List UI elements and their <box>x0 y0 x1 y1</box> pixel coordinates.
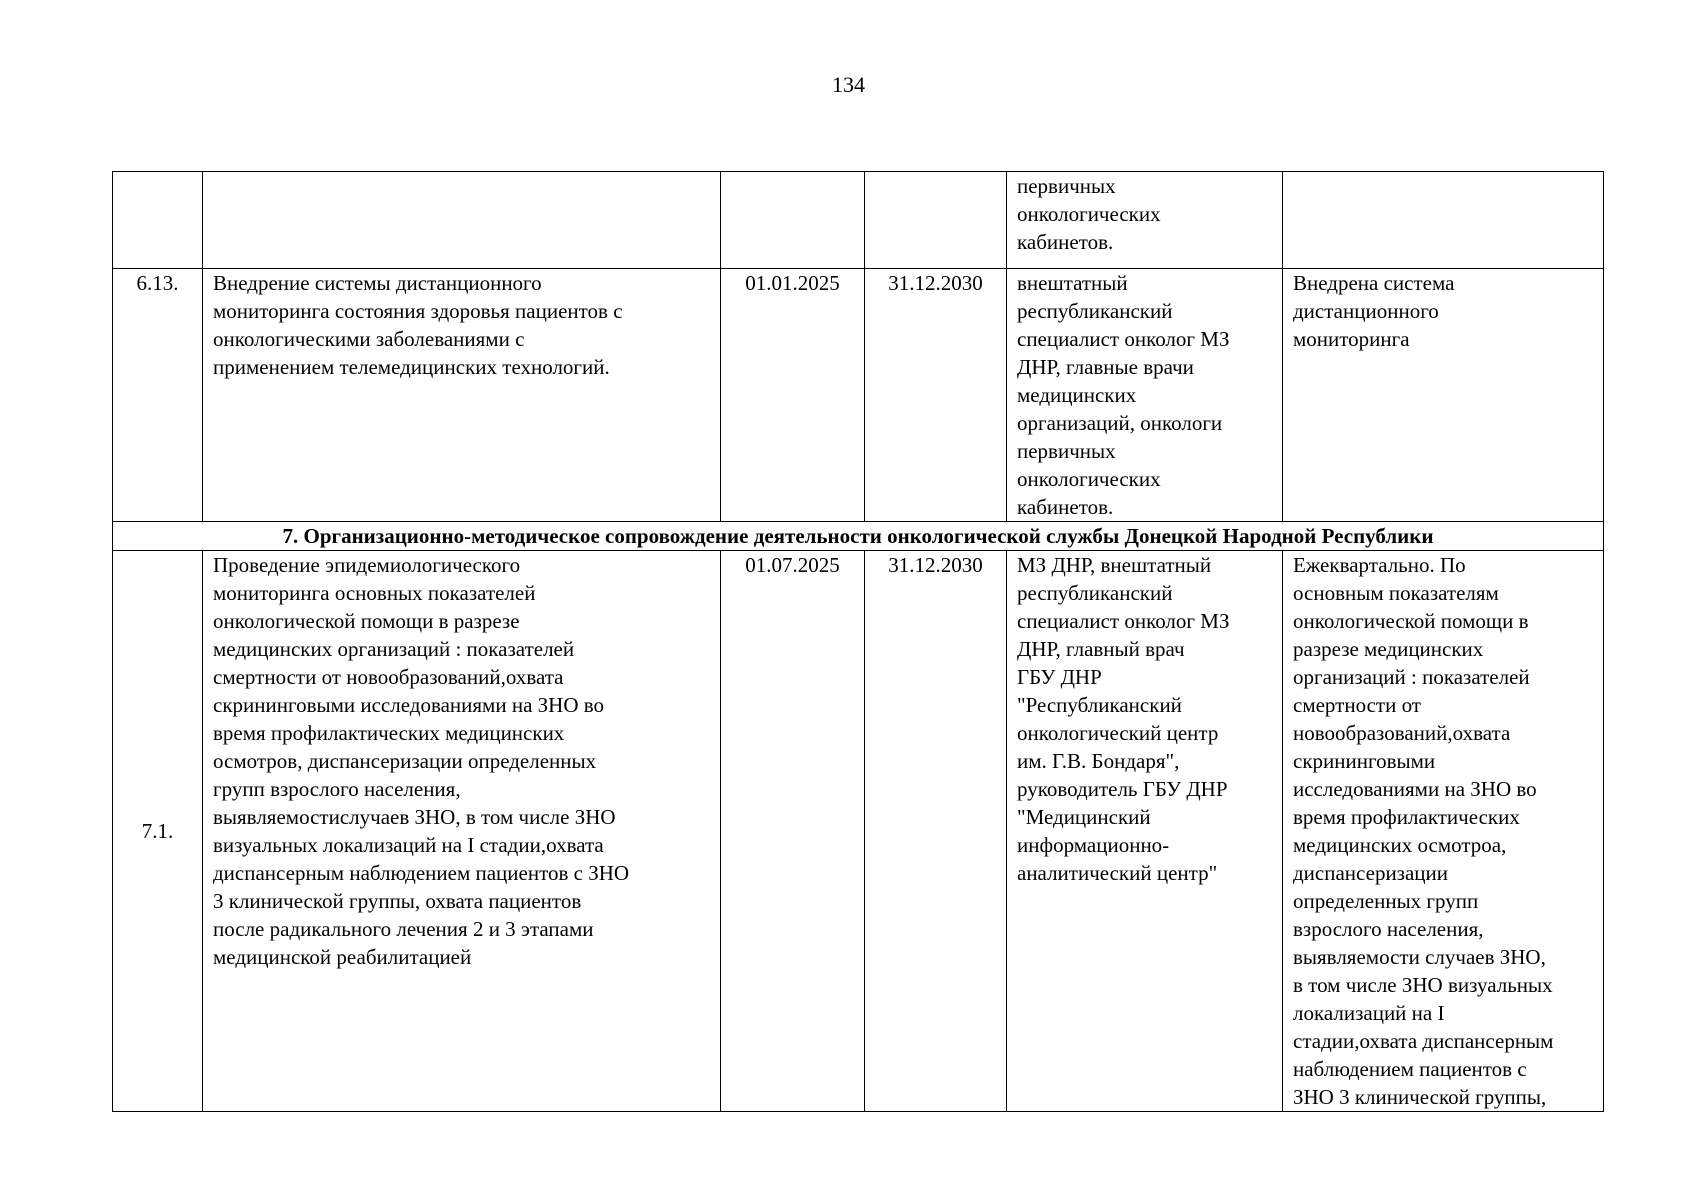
cell-start-date: 01.01.2025 <box>721 269 865 522</box>
cell-responsible <box>1007 551 1283 1112</box>
text-line: 3 клинической группы, охвата пациентов <box>213 889 582 913</box>
text-line: время профилактических медицинских <box>213 721 565 745</box>
page-number: 134 <box>832 72 865 97</box>
text-line: ЗНО 3 клинической группы, <box>1293 1085 1547 1109</box>
text-line: медицинских организаций : показателей <box>213 637 575 661</box>
text-line: специалист онколог МЗ <box>1017 609 1230 633</box>
text-line: первичных <box>1017 439 1116 463</box>
text-line: диспансеризации <box>1293 861 1449 885</box>
text-line: специалист онколог МЗ <box>1017 327 1230 351</box>
text-line: организаций, онкологи <box>1017 411 1223 435</box>
cell-activity <box>203 551 721 1112</box>
text-line: мониторинга <box>1293 327 1410 351</box>
section-heading: 7. Организационно-методическое сопровождение деятельности онкологической службы Донецкой Народной Республики <box>113 522 1604 551</box>
cell-result <box>1283 551 1604 1112</box>
text-line: организаций : показателей <box>1293 665 1530 689</box>
text-line: онкологическими заболеваниями с <box>213 327 525 351</box>
text-line: новообразований,охвата <box>1293 721 1511 745</box>
text-line: МЗ ДНР, внештатный <box>1017 553 1212 577</box>
text-line: ДНР, главный врач <box>1017 637 1185 661</box>
text-line: взрослого населения, <box>1293 917 1484 941</box>
text-line: локализаций на I <box>1293 1001 1445 1025</box>
cell-start-date: 01.07.2025 <box>721 551 865 1112</box>
text-line: смертности от новообразований,охвата <box>213 665 564 689</box>
text-line: визуальных локализаций на I стадии,охвата <box>213 833 604 857</box>
cell-activity <box>203 172 721 269</box>
text-line: онкологических <box>1017 467 1161 491</box>
text-line: медицинских осмотроа, <box>1293 833 1507 857</box>
text-line: мониторинга основных показателей <box>213 581 536 605</box>
text-line: онкологической помощи в <box>1293 609 1529 633</box>
text-line: Ежеквартально. По <box>1293 553 1466 577</box>
text-line: руководитель ГБУ ДНР <box>1017 777 1228 801</box>
text-line: кабинетов. <box>1017 230 1114 254</box>
cell-result <box>1283 172 1604 269</box>
text-line: республиканский <box>1017 581 1173 605</box>
text-line: медицинской реабилитацией <box>213 945 472 969</box>
cell-end-date <box>865 172 1007 269</box>
cell-num <box>113 172 203 269</box>
text-line: скрининговыми <box>1293 749 1436 773</box>
cell-responsible <box>1007 269 1283 522</box>
text-line: кабинетов. <box>1017 495 1114 519</box>
table-row-continuation <box>113 172 1604 269</box>
text-line: в том числе ЗНО визуальных <box>1293 973 1553 997</box>
text-line: информационно- <box>1017 833 1170 857</box>
text-line: разрезе медицинских <box>1293 637 1484 661</box>
text-line: стадии,охвата диспансерным <box>1293 1029 1554 1053</box>
text-line: медицинских <box>1017 383 1137 407</box>
cell-end-date: 31.12.2030 <box>865 269 1007 522</box>
text-line: время профилактических <box>1293 805 1520 829</box>
text-line: осмотров, диспансеризации определенных <box>213 749 597 773</box>
text-line: "Медицинский <box>1017 805 1151 829</box>
text-line: выявляемостислучаев ЗНО, в том числе ЗНО <box>213 805 616 829</box>
text-line: "Республиканский <box>1017 693 1182 717</box>
text-line: скрининговыми исследованиями на ЗНО во <box>213 693 605 717</box>
text-line: внештатный <box>1017 271 1128 295</box>
cell-num: 7.1. <box>113 551 203 1112</box>
text-line: ДНР, главные врачи <box>1017 355 1194 379</box>
text-line: определенных групп <box>1293 889 1479 913</box>
table-row-section-7 <box>113 522 1604 551</box>
text-line: смертности от <box>1293 693 1421 717</box>
text-line: Проведение эпидемиологического <box>213 553 521 577</box>
text-line: онкологических <box>1017 202 1161 226</box>
text-line: применением телемедицинских технологий. <box>213 355 610 379</box>
text-line: групп взрослого населения, <box>213 777 461 801</box>
text-line: после радикального лечения 2 и 3 этапами <box>213 917 594 941</box>
table-row-7-1 <box>113 551 1604 1112</box>
text-line: Внедрена система <box>1293 271 1455 295</box>
text-line: ГБУ ДНР <box>1017 665 1102 689</box>
text-line: первичных <box>1017 174 1116 198</box>
cell-result <box>1283 269 1604 522</box>
cell-responsible <box>1007 172 1283 269</box>
plan-table <box>112 171 1604 1112</box>
table-row-6-13 <box>113 269 1604 522</box>
text-line: онкологический центр <box>1017 721 1219 745</box>
cell-num: 6.13. <box>113 269 203 522</box>
text-line: Внедрение системы дистанционного <box>213 271 542 295</box>
text-line: аналитический центр" <box>1017 861 1218 885</box>
text-line: дистанционного <box>1293 299 1439 323</box>
cell-end-date: 31.12.2030 <box>865 551 1007 1112</box>
cell-activity <box>203 269 721 522</box>
text-line: наблюдением пациентов с <box>1293 1057 1527 1081</box>
text-line: им. Г.В. Бондаря", <box>1017 749 1180 773</box>
cell-start-date <box>721 172 865 269</box>
text-line: мониторинга состояния здоровья пациентов с <box>213 299 623 323</box>
text-line: диспансерным наблюдением пациентов с ЗНО <box>213 861 630 885</box>
text-line: основным показателям <box>1293 581 1499 605</box>
text-line: исследованиями на ЗНО во <box>1293 777 1537 801</box>
text-line: выявляемости случаев ЗНО, <box>1293 945 1546 969</box>
text-line: онкологической помощи в разрезе <box>213 609 520 633</box>
text-line: республиканский <box>1017 299 1173 323</box>
